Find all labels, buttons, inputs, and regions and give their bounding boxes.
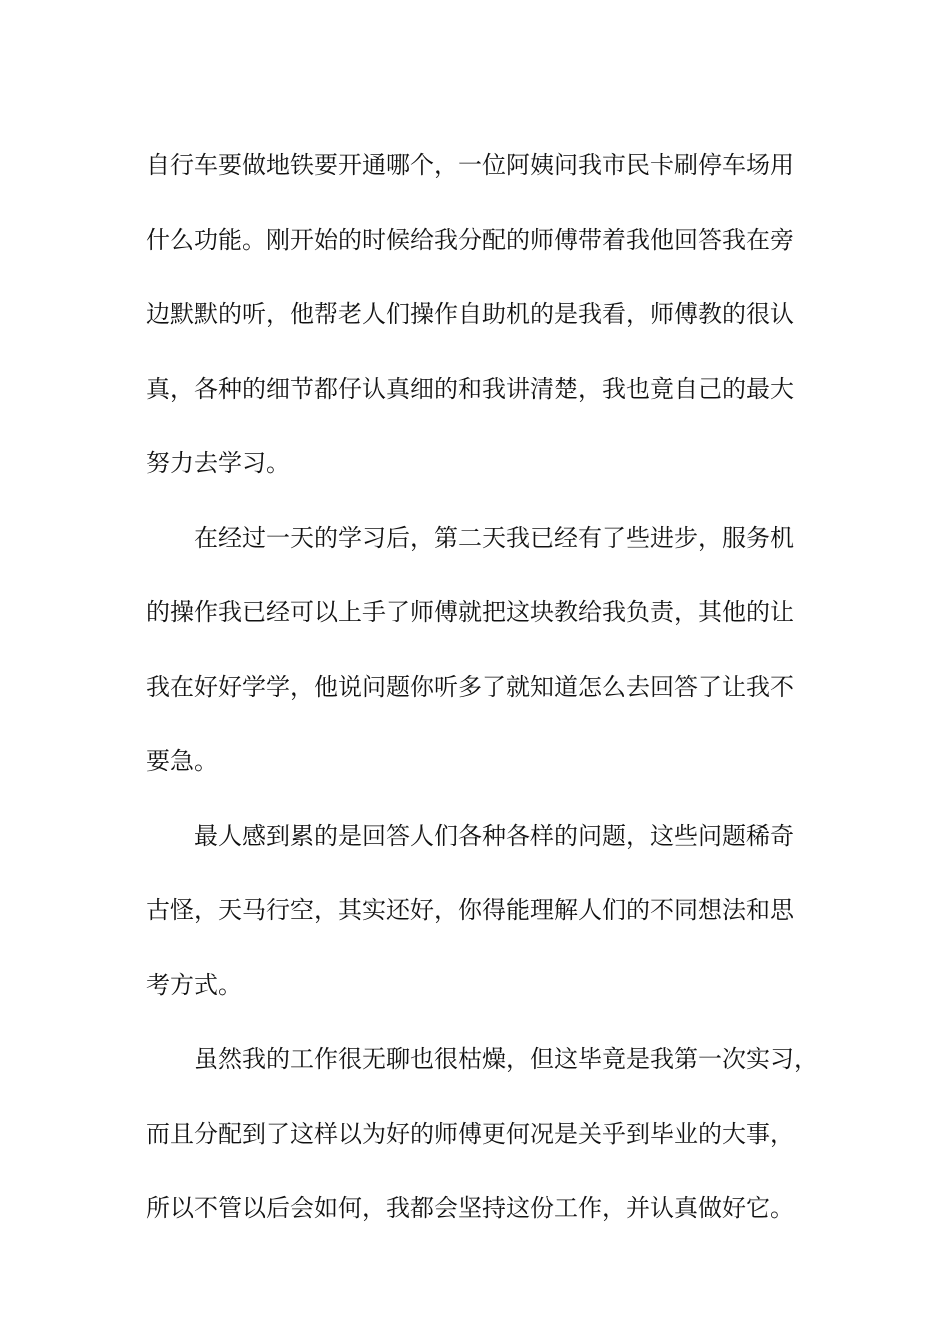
paragraph-1 — [146, 128, 810, 501]
paragraph-line: 边默默的听，他帮老人们操作自助机的是我看，师傅教的很认 — [146, 300, 794, 328]
paragraph-line: 真，各种的细节都仔认真细的和我讲清楚，我也竟自己的最大 — [146, 374, 794, 403]
paragraph-2 — [146, 501, 810, 799]
paragraph-line: 努力去学习。 — [146, 449, 290, 477]
paragraph-line: 古怪，天马行空，其实还好，你得能理解人们的不同想法和思 — [146, 896, 794, 924]
paragraph-3 — [146, 799, 810, 1023]
paragraph-4 — [146, 1022, 818, 1246]
document-body — [146, 128, 818, 1246]
paragraph-line: 而且分配到了这样以为好的师傅更何况是关乎到毕业的大事， — [146, 1119, 794, 1148]
paragraph-line: 的操作我已经可以上手了师傅就把这块教给我负责，其他的让 — [146, 598, 794, 626]
paragraph-line: 虽然我的工作很无聊也很枯燥，但这毕竟是我第一次实习， — [194, 1045, 818, 1073]
paragraph-line: 所以不管以后会如何，我都会坚持这份工作，并认真做好它。 — [146, 1194, 794, 1222]
paragraph-line: 自行车要做地铁要开通哪个，一位阿姨问我市民卡刷停车场用 — [146, 151, 794, 179]
paragraph-line: 考方式。 — [146, 970, 242, 999]
paragraph-line: 我在好好学学，他说问题你听多了就知道怎么去回答了让我不 — [146, 672, 794, 701]
paragraph-line: 什么功能。刚开始的时候给我分配的师傅带着我他回答我在旁 — [146, 225, 794, 254]
paragraph-line: 在经过一天的学习后，第二天我已经有了些进步，服务机 — [194, 523, 794, 552]
paragraph-line: 要急。 — [146, 747, 218, 775]
paragraph-line: 最人感到累的是回答人们各种各样的问题，这些问题稀奇 — [194, 821, 794, 850]
